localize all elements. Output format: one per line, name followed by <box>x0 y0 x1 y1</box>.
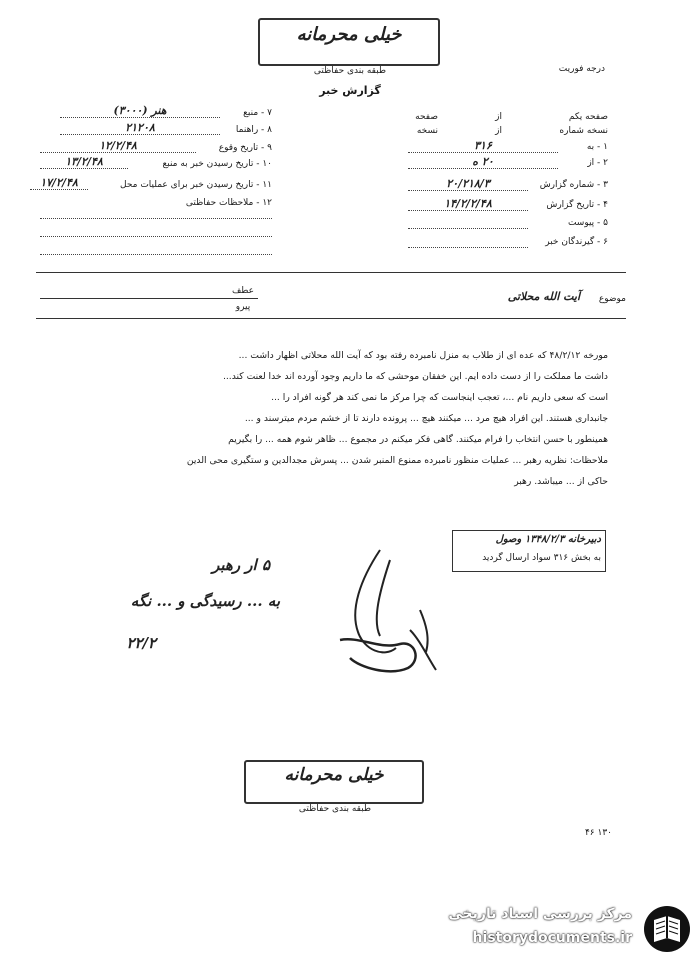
subject-divider <box>36 318 626 319</box>
field-10-value: ۱۳/۲/۴۸ <box>40 155 128 169</box>
field-8-value: ۲۱۲۰۸ <box>60 121 220 135</box>
copy-of: از <box>495 126 502 136</box>
field-12-line-2 <box>40 236 272 237</box>
receipt-stamp-line-2: به بخش ۳۱۶ سواد ارسال گردید <box>482 553 601 563</box>
field-7-label: ۷ - منبع <box>243 108 272 118</box>
field-12-line-1 <box>40 218 272 219</box>
top-classification-stamp <box>258 18 440 66</box>
field-11-value: ۱۷/۲/۴۸ <box>30 176 88 190</box>
classification-label: درجه فوریت <box>558 64 605 74</box>
subject-value: آیت الله محلاتی <box>507 290 580 303</box>
field-8-label: ۸ - راهنما <box>235 125 272 135</box>
field-2-label: ۲ - از <box>587 158 608 168</box>
field-6-label: ۶ - گیرندگان خبر <box>545 237 608 247</box>
field-2-value: ۲۰ ه <box>408 155 558 169</box>
field-11-label: ۱۱ - تاریخ رسیدن خبر برای عملیات محل <box>120 180 272 190</box>
atf-divider <box>40 298 258 299</box>
field-5-label: ۵ - پیوست <box>567 218 608 228</box>
body-line-6: ملاحظات: نظریه رهبر ... عملیات منظور نامبرده ممنوع المنبر شدن ... پسرش مجدالدین و ستگیری محی الدین <box>186 455 608 466</box>
copy-suffix: نسخه <box>416 126 438 136</box>
receipt-stamp-line-1: دبیرخانه ۱۳۴۸/۲/۳ وصول <box>495 534 601 545</box>
handwritten-note-1: ۵ ار رهبر <box>212 556 270 574</box>
field-9-label: ۹ - تاریخ وقوع <box>218 143 272 153</box>
field-9-value: ۱۲/۲/۴۸ <box>40 139 196 153</box>
watermark <box>410 900 696 960</box>
body-line-1: مورخه ۴۸/۲/۱۲ که عده ای از طلاب به منزل نامبرده رفته بود که آیت الله محلاتی اظهار داشت ... <box>238 350 608 361</box>
top-stamp-text: خیلی محرمانه <box>296 24 402 45</box>
report-title: گزارش خبر <box>319 84 381 97</box>
subject-label: موضوع <box>598 294 626 304</box>
field-1-label: ۱ - به <box>586 142 608 152</box>
watermark-title: مرکز بررسی اسناد تاریخی <box>448 906 632 922</box>
signature <box>320 540 450 680</box>
body-line-4: جانبداری هستند. این افراد هیچ مرد ... میکنند هیچ ... پرونده دارند تا از خشم مردم میترسند و ... <box>244 413 608 424</box>
field-5-line <box>408 228 528 229</box>
atf-label: عطف <box>231 286 255 296</box>
page-label: صفحه یکم <box>568 112 608 122</box>
body-line-3: است که سعی داریم نام ...، تعجب اینجاست که چرا مرکز ما نمی کند هر گونه افراد را ... <box>271 392 608 403</box>
page-of: از <box>495 112 502 122</box>
watermark-url: historydocuments.ir <box>472 930 632 946</box>
body-line-5: همینطور با حسن انتخاب را فرام میکنند. گاهی فکر میکنم در مجموع ... ظاهر شوم همه ... را بگیریم <box>228 434 608 445</box>
body-line-7: حاکی از ... میباشد. رهبر <box>514 476 608 487</box>
bottom-stamp-caption: طبقه بندی حفاظتی <box>298 804 372 814</box>
peyro-label: پیرو <box>235 302 251 312</box>
field-4-label: ۴ - تاریخ گزارش <box>546 200 608 210</box>
field-3-label: ۳ - شماره گزارش <box>539 180 608 190</box>
handwritten-note-3: ۲۲/۲ <box>126 634 156 652</box>
field-7-value: هنر (۳۰۰۰) <box>60 104 220 118</box>
copy-label: نسخه شماره <box>559 126 608 136</box>
field-6-line <box>408 247 528 248</box>
bottom-stamp-text: خیلی محرمانه <box>284 765 384 785</box>
field-12-line-3 <box>40 254 272 255</box>
field-10-label: ۱۰ - تاریخ رسیدن خبر به منبع <box>162 159 272 169</box>
field-1-value: ۳۱۶ <box>408 139 558 153</box>
field-3-value: ۲۰/۲۱۸/۳ <box>408 177 528 191</box>
document-number: ۴۶ ۱۳۰ <box>584 828 612 838</box>
page-suffix: صفحه <box>415 112 438 122</box>
bottom-classification-stamp <box>244 760 424 804</box>
handwritten-note-2: به ... رسیدگی و ... نگه <box>130 592 280 610</box>
field-12-label: ۱۲ - ملاحظات حفاظتی <box>185 198 272 208</box>
body-line-2: داشت ما مملکت را از دست داده ایم. این خفقان موحشی که ما داریم وجود آورده اند خدا لعنت کند... <box>222 371 608 382</box>
header-divider <box>36 272 626 273</box>
receipt-stamp <box>452 530 606 572</box>
book-logo-icon <box>642 902 692 956</box>
field-4-value: ۱۴/۲/۲/۴۸ <box>408 197 528 211</box>
top-stamp-caption: طبقه بندی حفاظتی <box>313 66 387 76</box>
